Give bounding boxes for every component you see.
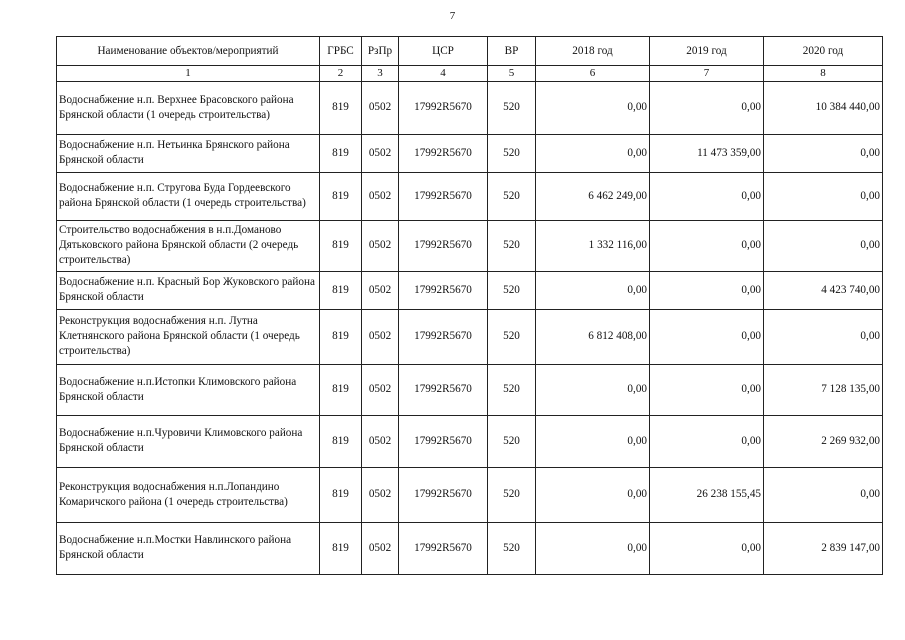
column-number: 7 [650, 66, 764, 82]
grbs-cell: 819 [320, 467, 362, 522]
rzpr-cell: 0502 [362, 271, 399, 309]
vr-cell: 520 [488, 81, 536, 134]
object-name: Водоснабжение н.п.Чуровичи Климовского района Брянской области [57, 415, 320, 467]
header-grbs: ГРБС [320, 37, 362, 66]
amount-2018: 0,00 [536, 81, 650, 134]
vr-cell: 520 [488, 467, 536, 522]
header-rzpr: РзПр [362, 37, 399, 66]
amount-2020: 2 839 147,00 [764, 522, 883, 574]
amount-2018: 0,00 [536, 467, 650, 522]
column-number: 5 [488, 66, 536, 82]
amount-2019: 0,00 [650, 415, 764, 467]
table-row [57, 134, 883, 172]
rzpr-cell: 0502 [362, 81, 399, 134]
amount-2020: 0,00 [764, 172, 883, 220]
amount-2019: 11 473 359,00 [650, 134, 764, 172]
csr-cell: 17992R5670 [399, 522, 488, 574]
amount-2018: 0,00 [536, 271, 650, 309]
budget-table [56, 36, 883, 575]
table-row [57, 522, 883, 574]
amount-2020: 0,00 [764, 220, 883, 271]
amount-2020: 4 423 740,00 [764, 271, 883, 309]
vr-cell: 520 [488, 220, 536, 271]
csr-cell: 17992R5670 [399, 134, 488, 172]
rzpr-cell: 0502 [362, 522, 399, 574]
rzpr-cell: 0502 [362, 172, 399, 220]
amount-2020: 0,00 [764, 134, 883, 172]
table-row [57, 172, 883, 220]
column-number-row [57, 66, 883, 82]
column-number: 2 [320, 66, 362, 82]
table-row [57, 309, 883, 364]
grbs-cell: 819 [320, 220, 362, 271]
amount-2019: 0,00 [650, 271, 764, 309]
amount-2018: 0,00 [536, 134, 650, 172]
rzpr-cell: 0502 [362, 309, 399, 364]
table-row [57, 81, 883, 134]
header-vr: ВР [488, 37, 536, 66]
column-number: 1 [57, 66, 320, 82]
object-name: Водоснабжение н.п.Мостки Навлинского района Брянской области [57, 522, 320, 574]
csr-cell: 17992R5670 [399, 467, 488, 522]
rzpr-cell: 0502 [362, 415, 399, 467]
object-name: Водоснабжение н.п. Стругова Буда Гордеевского района Брянской области (1 очередь строительства) [57, 172, 320, 220]
amount-2018: 1 332 116,00 [536, 220, 650, 271]
header-2018: 2018 год [536, 37, 650, 66]
amount-2019: 0,00 [650, 309, 764, 364]
amount-2018: 6 462 249,00 [536, 172, 650, 220]
amount-2020: 2 269 932,00 [764, 415, 883, 467]
amount-2018: 6 812 408,00 [536, 309, 650, 364]
object-name: Строительство водоснабжения в н.п.Доманово Дятьковского района Брянской области (2 очередь строительства) [57, 220, 320, 271]
header-name: Наименование объектов/мероприятий [57, 37, 320, 66]
amount-2019: 0,00 [650, 172, 764, 220]
grbs-cell: 819 [320, 134, 362, 172]
grbs-cell: 819 [320, 364, 362, 415]
grbs-cell: 819 [320, 522, 362, 574]
grbs-cell: 819 [320, 309, 362, 364]
page-number: 7 [449, 10, 456, 22]
amount-2019: 0,00 [650, 522, 764, 574]
object-name: Водоснабжение н.п. Верхнее Брасовского района Брянской области (1 очередь строительства) [57, 81, 320, 134]
grbs-cell: 819 [320, 81, 362, 134]
vr-cell: 520 [488, 134, 536, 172]
csr-cell: 17992R5670 [399, 220, 488, 271]
header-csr: ЦСР [399, 37, 488, 66]
column-number: 8 [764, 66, 883, 82]
csr-cell: 17992R5670 [399, 364, 488, 415]
grbs-cell: 819 [320, 415, 362, 467]
vr-cell: 520 [488, 271, 536, 309]
amount-2018: 0,00 [536, 522, 650, 574]
object-name: Реконструкция водоснабжения н.п.Лопандино Комаричского района (1 очередь строительства) [57, 467, 320, 522]
column-number: 3 [362, 66, 399, 82]
object-name: Водоснабжение н.п.Истопки Климовского района Брянской области [57, 364, 320, 415]
column-number: 6 [536, 66, 650, 82]
header-2020: 2020 год [764, 37, 883, 66]
csr-cell: 17992R5670 [399, 81, 488, 134]
vr-cell: 520 [488, 522, 536, 574]
grbs-cell: 819 [320, 271, 362, 309]
amount-2019: 0,00 [650, 220, 764, 271]
amount-2018: 0,00 [536, 415, 650, 467]
amount-2019: 0,00 [650, 364, 764, 415]
object-name: Реконструкция водоснабжения н.п. Лутна Клетнянского района Брянской области (1 очередь строительства) [57, 309, 320, 364]
column-number: 4 [399, 66, 488, 82]
amount-2020: 0,00 [764, 309, 883, 364]
table-row [57, 220, 883, 271]
rzpr-cell: 0502 [362, 220, 399, 271]
table-row [57, 364, 883, 415]
table-row [57, 467, 883, 522]
vr-cell: 520 [488, 172, 536, 220]
csr-cell: 17992R5670 [399, 415, 488, 467]
grbs-cell: 819 [320, 172, 362, 220]
rzpr-cell: 0502 [362, 467, 399, 522]
rzpr-cell: 0502 [362, 364, 399, 415]
amount-2019: 26 238 155,45 [650, 467, 764, 522]
amount-2020: 10 384 440,00 [764, 81, 883, 134]
vr-cell: 520 [488, 309, 536, 364]
vr-cell: 520 [488, 364, 536, 415]
table-row [57, 415, 883, 467]
vr-cell: 520 [488, 415, 536, 467]
amount-2020: 0,00 [764, 467, 883, 522]
table-row [57, 271, 883, 309]
amount-2018: 0,00 [536, 364, 650, 415]
header-row [57, 37, 883, 66]
object-name: Водоснабжение н.п. Красный Бор Жуковского района Брянской области [57, 271, 320, 309]
amount-2020: 7 128 135,00 [764, 364, 883, 415]
header-2019: 2019 год [650, 37, 764, 66]
object-name: Водоснабжение н.п. Нетьинка Брянского района Брянской области [57, 134, 320, 172]
csr-cell: 17992R5670 [399, 309, 488, 364]
csr-cell: 17992R5670 [399, 172, 488, 220]
csr-cell: 17992R5670 [399, 271, 488, 309]
amount-2019: 0,00 [650, 81, 764, 134]
rzpr-cell: 0502 [362, 134, 399, 172]
